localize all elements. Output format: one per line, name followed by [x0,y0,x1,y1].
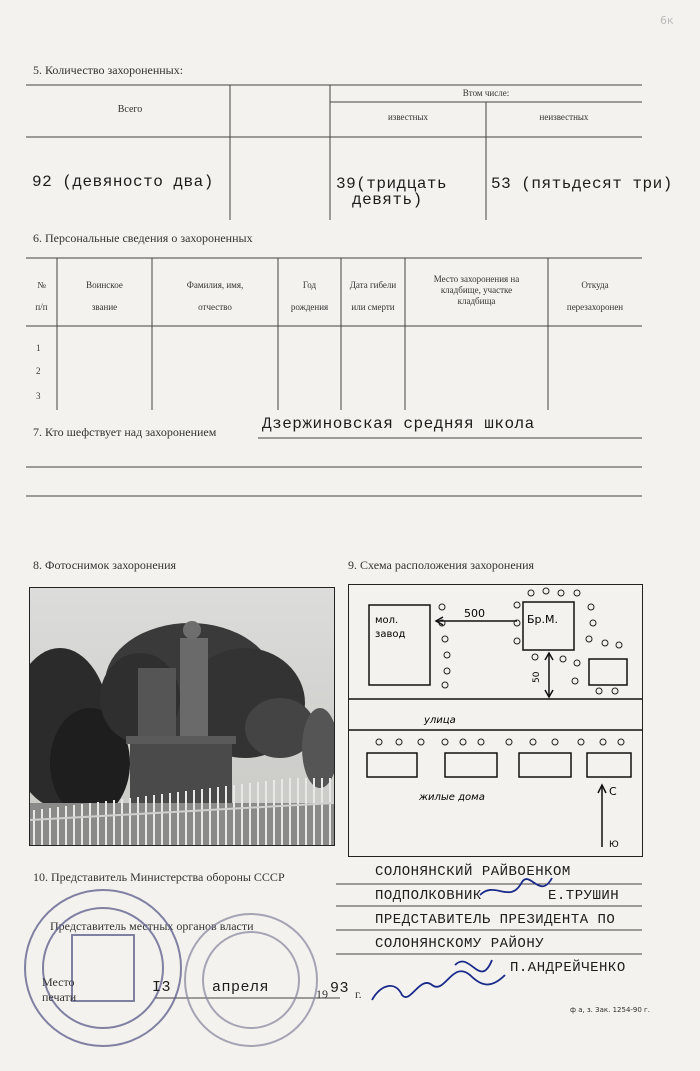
burial-photo [29,587,335,846]
typed-name-2: П.АНДРЕЙЧЕНКО [510,960,626,976]
col-known-header: известных [387,112,429,122]
section-5-title: 5. Количество захороненных: [33,63,184,77]
typed-line-4: СОЛОНЯНСКОМУ РАЙОНУ [375,936,545,952]
header-rank: Воинское звание [86,280,123,312]
typed-line-3: ПРЕДСТАВИТЕЛЬ ПРЕЗИДЕНТА ПО [375,912,616,928]
memorial-photo-image [30,588,334,845]
house-4 [587,753,631,777]
header-death-date: Дата гибели или смерти [349,280,397,312]
corner-mark: 6к [660,14,674,27]
header-reburied-from: Откуда перезахоронен [566,280,624,312]
dairy-plant-label-1: мол. [375,615,399,626]
row-number-1: 1 [36,343,41,353]
row-number-2: 2 [36,366,41,376]
signature-2 [372,971,505,1000]
header-num: № п/п [35,280,48,312]
known-value-line-2: девять) [352,191,423,209]
patron-value: Дзержиновская средняя школа [262,415,535,433]
mass-grave-marker [523,602,574,650]
dairy-plant-label-2: завод [375,629,406,640]
header-name: Фамилия, имя, отчество [186,280,244,312]
distance-label-vertical: 50 [532,671,542,683]
signature-1 [480,878,552,895]
section-9-title: 9. Схема расположения захоронения [348,558,535,572]
south-label: Ю [609,840,619,850]
round-stamp-left [25,890,181,1046]
distance-label-horizontal: 500 [464,607,485,620]
date-year-prefix: 19 [316,987,328,1001]
house-1 [367,753,417,777]
house-3 [519,753,571,777]
header-birth-year: Год рождения [290,280,329,312]
section-10-title: 10. Представитель Министерства обороны СССР [33,870,285,884]
houses-label: жилые дома [419,792,485,803]
local-authority-label: Представитель местных органов власти [50,919,254,933]
col-unknown-header: неизвестных [539,112,589,122]
north-label: С [609,785,617,798]
date-year: 93 [330,980,350,997]
scheme-drawing [349,585,642,856]
section-6-title: 6. Персональные сведения о захороненных [33,231,253,245]
stamp-emblem [72,935,134,1001]
typed-line-2: ПОДПОЛКОВНИК [375,888,482,904]
date-day: I3 [152,979,172,996]
date-suffix: г. [355,987,362,1001]
total-value: 92 (девяносто два) [32,173,214,191]
stamp-place-label-1: Место [42,975,75,989]
known-value-line-1: 39(тридцать [336,175,448,193]
print-reference: ф а, з. Зак. 1254-90 г. [570,1006,650,1014]
typed-name-1: Е.ТРУШИН [548,888,620,904]
section-7-title: 7. Кто шефствует над захоронением [33,425,217,439]
typed-line-1: СОЛОНЯНСКИЙ РАЙВОЕНКОМ [375,864,571,880]
row-number-3: 3 [36,391,41,401]
date-month: апреля [212,979,270,996]
header-burial-place: Место захоронения на кладбище, участке кладбища [433,274,520,306]
small-building [589,659,627,685]
house-2 [445,753,497,777]
location-scheme [348,584,643,857]
col-total-header: Всего [117,104,143,115]
grave-label: Бр.М. [527,613,559,626]
street-label: улица [424,715,456,726]
section-8-title: 8. Фотоснимок захоронения [33,558,177,572]
unknown-value: 53 (пятьдесят три) [491,175,673,193]
stamp-place-label-2: печати [42,990,77,1004]
col-including-header: Втом числе: [462,88,510,98]
